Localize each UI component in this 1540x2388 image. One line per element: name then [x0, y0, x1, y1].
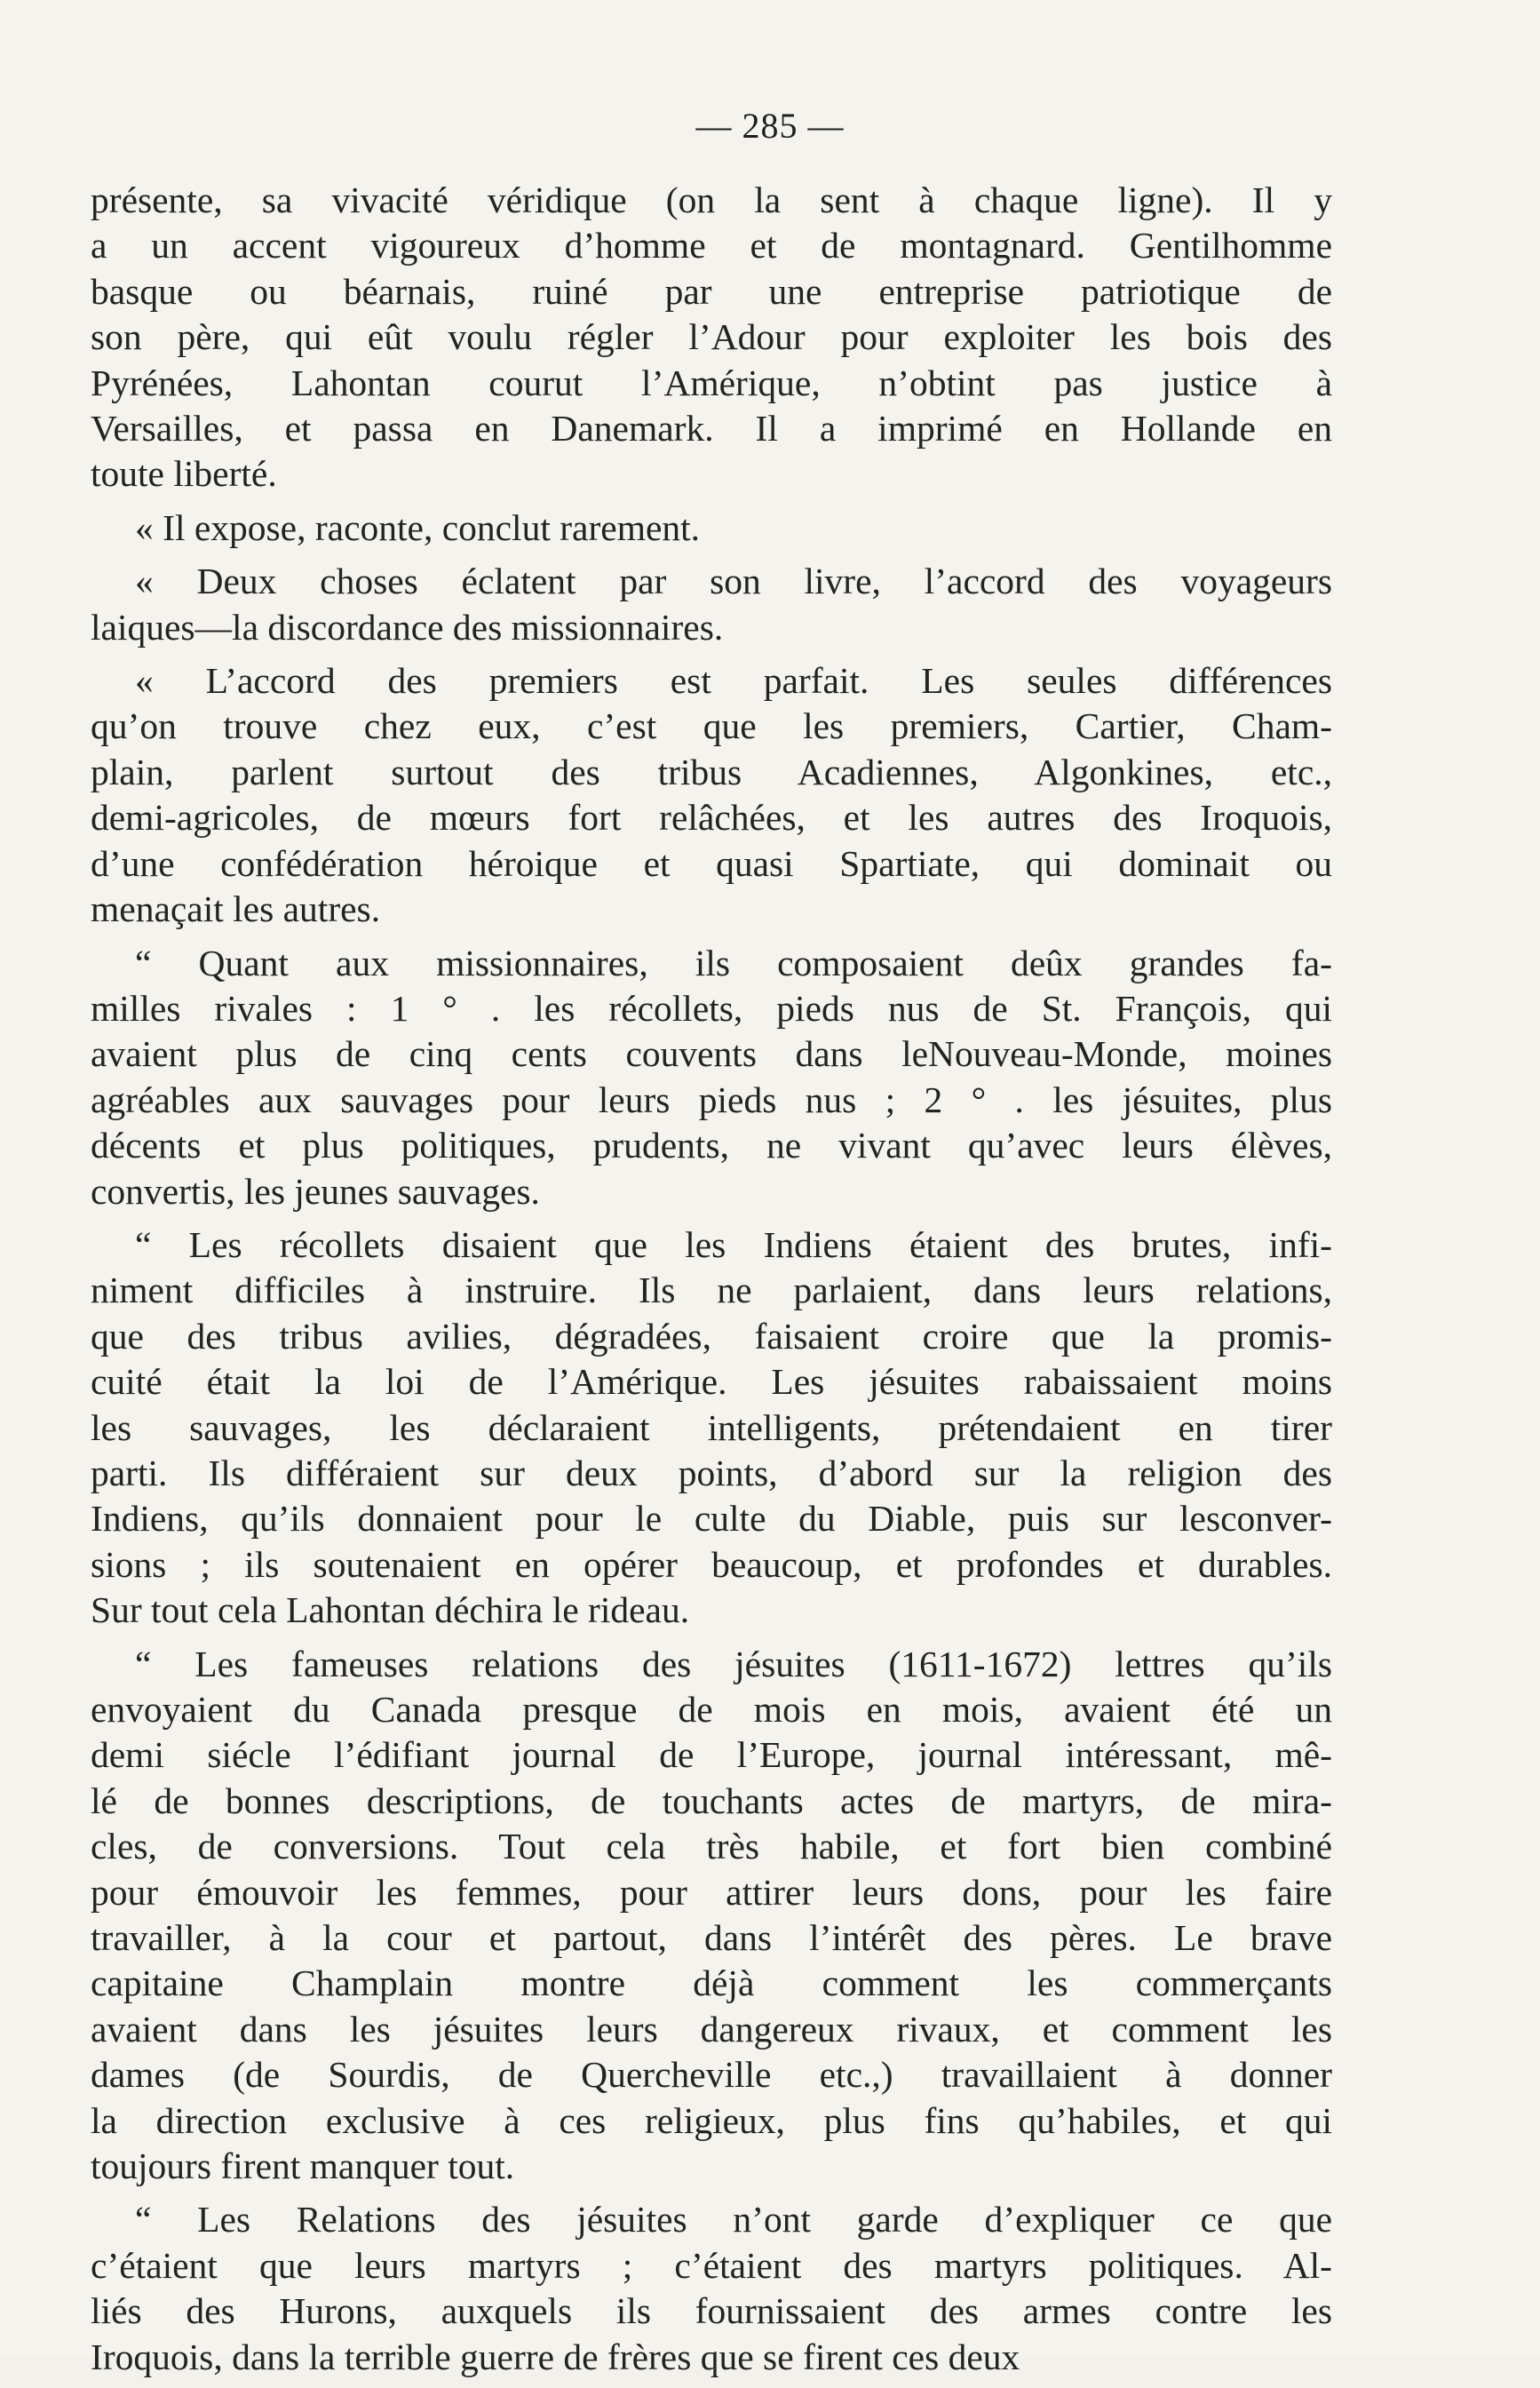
text-line: « Il expose, raconte, conclut rarement.: [135, 506, 701, 548]
text-line: présente, sa vivacité véridique (on la sent à chaque ligne). Il y: [91, 179, 1332, 220]
text-line: demi-agricoles, de mœurs fort relâchées, et les autres des Iroquois,: [91, 797, 1332, 839]
text-line: liés des Hurons, auxquels ils fournissaient des armes contre les: [91, 2290, 1332, 2332]
text-line: “ Les récollets disaient que les Indiens étaient des brutes, infi-: [135, 1223, 1332, 1265]
text-line: la direction exclusive à ces religieux, plus fins qu’habiles, et qui: [91, 2099, 1332, 2141]
paragraph: [91, 559, 1332, 650]
text-line: “ Quant aux missionnaires, ils composaient deûx grandes fa-: [135, 942, 1332, 983]
text-line: demi siécle l’édifiant journal de l’Europe, journal intéressant, mê-: [91, 1734, 1332, 1776]
paragraph: [91, 1222, 1332, 1634]
text-line: décents et plus politiques, prudents, ne vivant qu’avec leurs élèves,: [91, 1125, 1332, 1166]
text-line: toujours firent manquer tout.: [91, 2145, 515, 2187]
paragraph: [91, 505, 1332, 551]
paragraph: [91, 178, 1332, 498]
page-number: — 285 —: [695, 106, 845, 146]
text-line: Indiens, qu’ils donnaient pour le culte du Diable, puis sur lesconver-: [91, 1498, 1332, 1540]
paragraph: [91, 658, 1332, 932]
text-line: capitaine Champlain montre déjà comment les commerçants: [91, 1962, 1332, 2004]
text-line: toute liberté.: [91, 453, 277, 495]
text-line: « L’accord des premiers est parfait. Les seules différences: [135, 660, 1332, 702]
text-line: a un accent vigoureux d’homme et de montagnard. Gentilhomme: [91, 225, 1332, 267]
text-line: sions ; ils soutenaient en opérer beaucoup, et profondes et durables.: [91, 1543, 1332, 1585]
text-line: c’étaient que leurs martyrs ; c’étaient des martyrs politiques. Al-: [91, 2244, 1332, 2286]
text-line: les sauvages, les déclaraient intelligents, prétendaient en tirer: [91, 1406, 1332, 1448]
text-line: niment difficiles à instruire. Ils ne parlaient, dans leurs relations,: [91, 1270, 1332, 1311]
text-line: milles rivales : 1 ° . les récollets, pieds nus de St. François, qui: [91, 987, 1332, 1029]
text-line: agréables aux sauvages pour leurs pieds nus ; 2 ° . les jésuites, plus: [91, 1079, 1332, 1120]
text-line: plain, parlent surtout des tribus Acadiennes, Algonkines, etc.,: [91, 751, 1332, 792]
text-line: Versailles, et passa en Danemark. Il a imprimé en Hollande en: [91, 408, 1332, 450]
text-line: « Deux choses éclatent par son livre, l’accord des voyageurs: [135, 561, 1332, 602]
text-line: cles, de conversions. Tout cela très habile, et fort bien combiné: [91, 1826, 1332, 1867]
text-line: pour émouvoir les femmes, pour attirer leurs dons, pour les faire: [91, 1871, 1332, 1913]
text-line: “ Les Relations des jésuites n’ont garde d’expliquer ce que: [135, 2199, 1332, 2241]
body-text: [91, 178, 1332, 2388]
text-line: son père, qui eût voulu régler l’Adour pour exploiter les bois des: [91, 316, 1332, 358]
text-line: basque ou béarnais, ruiné par une entreprise patriotique de: [91, 270, 1332, 312]
text-line: convertis, les jeunes sauvages.: [91, 1170, 540, 1212]
text-line: Iroquois, dans la terrible guerre de frères que se firent ces deux: [91, 2336, 1020, 2377]
text-line: “ Les fameuses relations des jésuites (1611-1672) lettres qu’ils: [135, 1643, 1332, 1684]
text-line: qu’on trouve chez eux, c’est que les premiers, Cartier, Cham-: [91, 705, 1332, 747]
text-line: dames (de Sourdis, de Quercheville etc.,) travaillaient à donner: [91, 2054, 1332, 2096]
text-line: parti. Ils différaient sur deux points, d’abord sur la religion des: [91, 1452, 1332, 1493]
text-line: envoyaient du Canada presque de mois en mois, avaient été un: [91, 1689, 1332, 1730]
paragraph: [91, 941, 1332, 1214]
text-line: menaçait les autres.: [91, 888, 381, 930]
text-line: cuité était la loi de l’Amérique. Les jésuites rabaissaient moins: [91, 1361, 1332, 1403]
paragraph: [91, 2197, 1332, 2380]
text-line: laiques—la discordance des missionnaires.: [91, 606, 724, 648]
text-line: lé de bonnes descriptions, de touchants actes de martyrs, de mira-: [91, 1779, 1332, 1821]
text-line: d’une confédération héroique et quasi Spartiate, qui dominait ou: [91, 842, 1332, 884]
text-line: Pyrénées, Lahontan courut l’Amérique, n’obtint pas justice à: [91, 362, 1332, 403]
paragraph: [91, 1642, 1332, 2190]
text-line: que des tribus avilies, dégradées, faisaient croire que la promis-: [91, 1315, 1332, 1357]
text-line: Sur tout cela Lahontan déchira le rideau.: [91, 1589, 690, 1631]
text-line: avaient dans les jésuites leurs dangereux rivaux, et comment les: [91, 2008, 1332, 2050]
text-line: travailler, à la cour et partout, dans l’intérêt des pères. Le brave: [91, 1917, 1332, 1959]
text-line: avaient plus de cinq cents couvents dans leNouveau-Monde, moines: [91, 1033, 1332, 1075]
